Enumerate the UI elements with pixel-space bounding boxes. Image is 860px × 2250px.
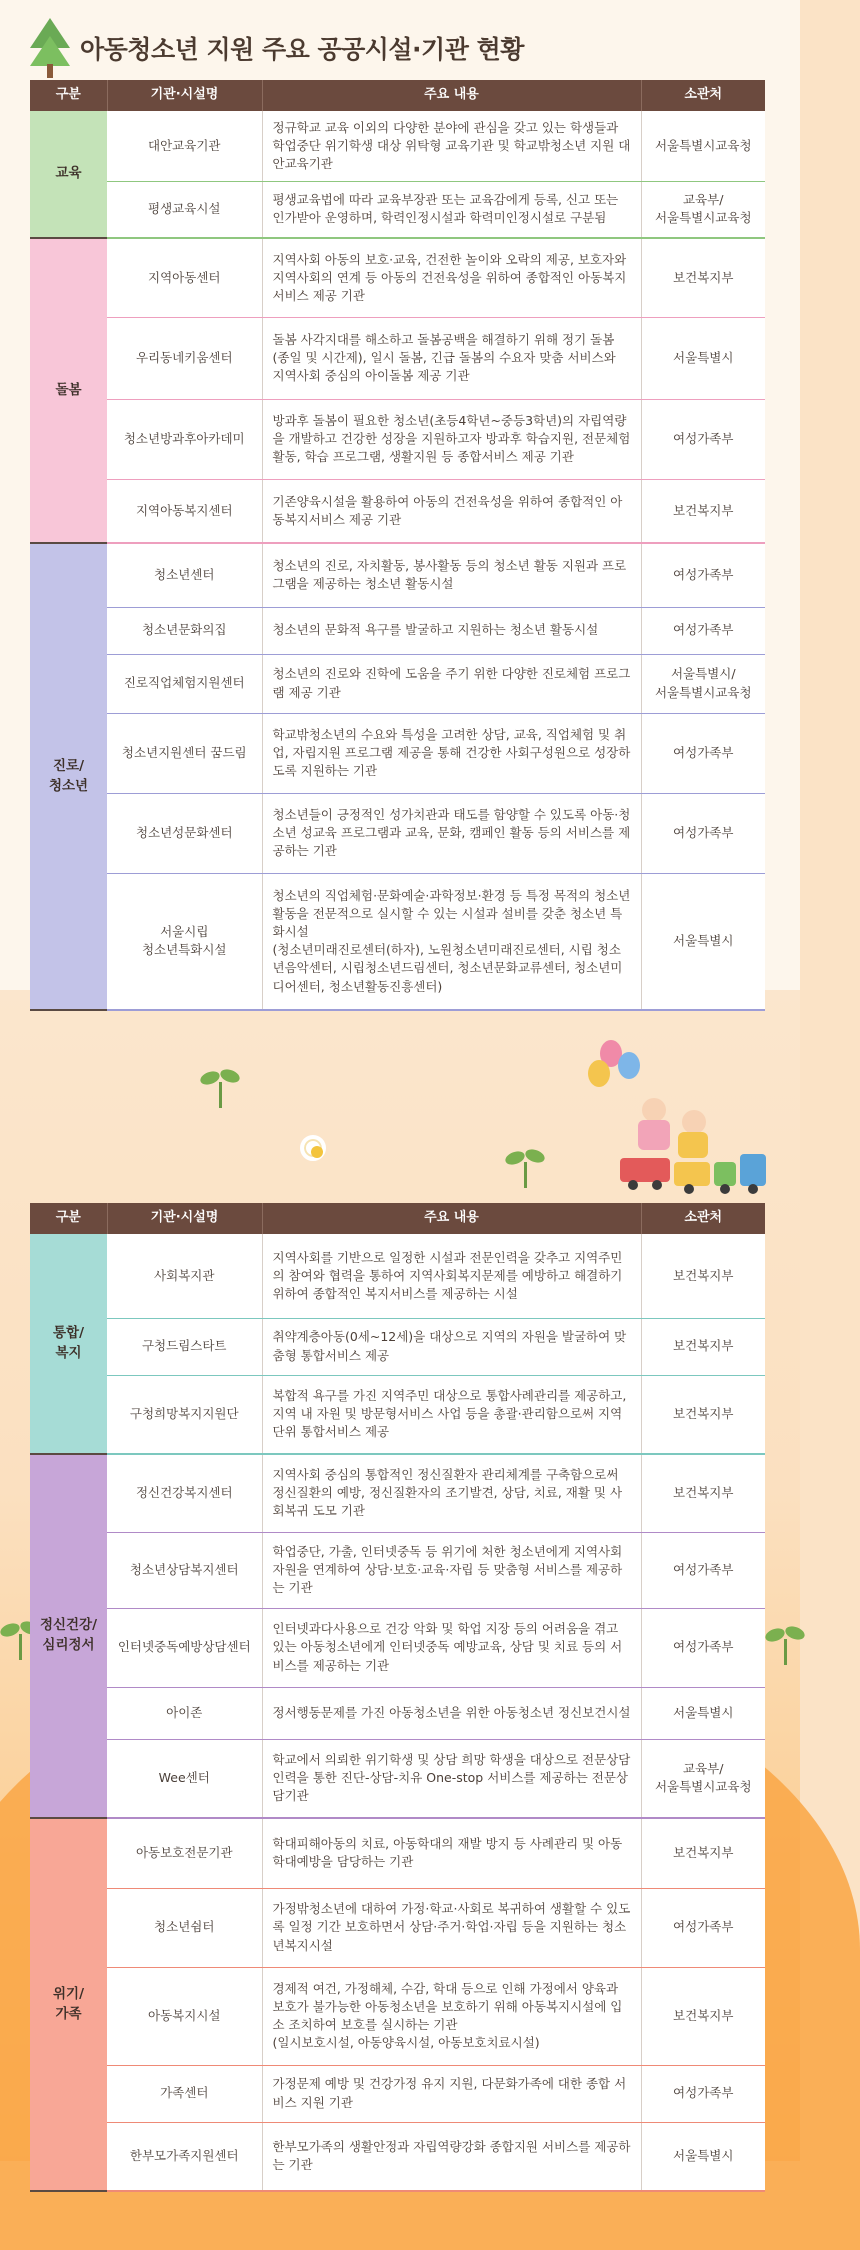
page-title: 아동청소년 지원 주요 공공시설·기관 현황: [80, 35, 524, 64]
page-header: [30, 8, 770, 88]
facility-name-cell: 대안교육기관: [107, 111, 262, 181]
facility-name-cell: 평생교육시설: [107, 181, 262, 238]
dept-cell: 여성가족부: [641, 2065, 765, 2122]
content-cell: 지역사회를 기반으로 일정한 시설과 전문인력을 갖추고 지역주민의 참여와 협력을 통하여 지역사회복지문제를 예방하고 해결하기 위하여 종합적인 복지서비스를 제공하는 시설: [262, 1234, 641, 1318]
dept-cell: 보건복지부: [641, 1375, 765, 1454]
content-cell: 학교에서 의뢰한 위기학생 및 상담 희망 학생을 대상으로 전문상담인력을 통한 진단-상담-치유 One-stop 서비스를 제공하는 전문상담기관: [262, 1739, 641, 1818]
dept-cell: 교육부/ 서울특별시교육청: [641, 181, 765, 238]
content-cell: 돌봄 사각지대를 해소하고 돌봄공백을 해결하기 위해 정기 돌봄 (종일 및 시간제), 일시 돌봄, 긴급 돌봄의 수요자 맞춤 서비스와 지역사회 중심의 아이돌봄 제공 기관: [262, 317, 641, 399]
content-cell: 학교밖청소년의 수요와 특성을 고려한 상담, 교육, 직업체험 및 취업, 자립지원 프로그램 제공을 통해 건강한 사회구성원으로 성장하도록 지원하는 기관: [262, 713, 641, 793]
sprout-icon: [200, 1068, 240, 1108]
facility-name-cell: 구청드림스타트: [107, 1318, 262, 1375]
facility-name-cell: 청소년문화의집: [107, 607, 262, 654]
content-cell: 청소년들이 긍정적인 성가치관과 태도를 함양할 수 있도록 아동·청소년 성교육 프로그램과 교육, 문화, 캠페인 활동 등의 서비스를 제공하는 기관: [262, 793, 641, 873]
table-row: [30, 2122, 765, 2191]
table-row: [30, 1739, 765, 1818]
table-row: [30, 1318, 765, 1375]
content-cell: 인터넷과다사용으로 건강 악화 및 학업 지장 등의 어려움을 겪고 있는 아동청소년에게 인터넷중독 예방교육, 상담 및 치료 등의 서비스를 제공하는 기관: [262, 1608, 641, 1687]
category-cell: 정신건강/ 심리정서: [30, 1454, 107, 1818]
table-row: [30, 793, 765, 873]
header-dept: 소관처: [641, 1203, 765, 1234]
facility-table-2: [30, 1203, 765, 2192]
dept-cell: 보건복지부: [641, 238, 765, 317]
dept-cell: 여성가족부: [641, 1532, 765, 1608]
table-row: [30, 399, 765, 479]
table-row: [30, 873, 765, 1010]
table-row: [30, 1687, 765, 1739]
dept-cell: 여성가족부: [641, 607, 765, 654]
table-row: [30, 317, 765, 399]
balloon-icon: [618, 1052, 640, 1079]
dept-cell: 여성가족부: [641, 1888, 765, 1967]
content-cell: 청소년의 진로, 자치활동, 봉사활동 등의 청소년 활동 지원과 프로그램을 제공하는 청소년 활동시설: [262, 543, 641, 607]
dept-cell: 보건복지부: [641, 1967, 765, 2065]
table-row: [30, 2065, 765, 2122]
facility-name-cell: 서울시립 청소년특화시설: [107, 873, 262, 1010]
flower-icon: [300, 1135, 326, 1161]
facility-name-cell: 한부모가족지원센터: [107, 2122, 262, 2191]
content-cell: 가정밖청소년에 대하여 가정·학교·사회로 복귀하여 생활할 수 있도록 일정 기간 보호하면서 상담·주거·학업·자립 등을 지원하는 청소년복지시설: [262, 1888, 641, 1967]
table-row: [30, 1454, 765, 1532]
table-row: [30, 1532, 765, 1608]
facility-name-cell: 가족센터: [107, 2065, 262, 2122]
table-row: [30, 238, 765, 317]
header-dept: 소관처: [641, 80, 765, 111]
content-cell: 학업중단, 가출, 인터넷중독 등 위기에 처한 청소년에게 지역사회 자원을 연계하여 상담·보호·교육·자립 등 맞춤형 서비스를 제공하는 기관: [262, 1532, 641, 1608]
table-row: [30, 479, 765, 543]
facility-name-cell: 청소년성문화센터: [107, 793, 262, 873]
table-row: [30, 1234, 765, 1318]
facility-name-cell: 우리동네키움센터: [107, 317, 262, 399]
facility-name-cell: 아동보호전문기관: [107, 1818, 262, 1888]
facility-name-cell: 청소년쉼터: [107, 1888, 262, 1967]
content-cell: 복합적 욕구를 가진 지역주민 대상으로 통합사례관리를 제공하고, 지역 내 자원 및 방문형서비스 사업 등을 총괄·관리함으로써 지역단위 통합서비스 제공: [262, 1375, 641, 1454]
sprout-icon: [505, 1148, 545, 1188]
dept-cell: 여성가족부: [641, 1608, 765, 1687]
dept-cell: 여성가족부: [641, 713, 765, 793]
dept-cell: 보건복지부: [641, 479, 765, 543]
content-cell: 평생교육법에 따라 교육부장관 또는 교육감에게 등록, 신고 또는 인가받아 운영하며, 학력인정시설과 학력미인정시설로 구분됨: [262, 181, 641, 238]
facility-table-1: [30, 80, 765, 1011]
header-facility: 기관·시설명: [107, 80, 262, 111]
content-cell: 지역사회 아동의 보호·교육, 건전한 놀이와 오락의 제공, 보호자와 지역사회의 연계 등 아동의 건전육성을 위하여 종합적인 아동복지서비스 제공 기관: [262, 238, 641, 317]
content-cell: 방과후 돌봄이 필요한 청소년(초등4학년~중등3학년)의 자립역량을 개발하고 건강한 성장을 지원하고자 방과후 학습지원, 전문체험 활동, 학습 프로그램, 생활지원 등 종합서비스 제공 기관: [262, 399, 641, 479]
kids-train-illustration: [580, 1040, 770, 1210]
category-cell: 진로/ 청소년: [30, 543, 107, 1010]
content-cell: 가정문제 예방 및 건강가정 유지 지원, 다문화가족에 대한 종합 서비스 지원 기관: [262, 2065, 641, 2122]
facility-name-cell: 아이존: [107, 1687, 262, 1739]
header-content: 주요 내용: [262, 80, 641, 111]
category-cell: 교육: [30, 111, 107, 238]
dept-cell: 보건복지부: [641, 1234, 765, 1318]
table-row: [30, 181, 765, 238]
facility-name-cell: 정신건강복지센터: [107, 1454, 262, 1532]
facility-name-cell: 사회복지관: [107, 1234, 262, 1318]
facility-name-cell: 청소년방과후아카데미: [107, 399, 262, 479]
content-cell: 경제적 여건, 가정해체, 수감, 학대 등으로 인해 가정에서 양육과 보호가 불가능한 아동청소년을 보호하기 위해 아동복지시설에 입소 조치하여 보호를 실시하는 기관 (일시보호시설, 아동양육시설, 아동보호치료시설): [262, 1967, 641, 2065]
dept-cell: 서울특별시/ 서울특별시교육청: [641, 654, 765, 713]
facility-name-cell: 청소년센터: [107, 543, 262, 607]
header-category: 구분: [30, 1203, 107, 1234]
table-header-row: [30, 80, 765, 111]
facility-name-cell: 청소년상담복지센터: [107, 1532, 262, 1608]
table-row: [30, 111, 765, 181]
table-row: [30, 654, 765, 713]
dept-cell: 보건복지부: [641, 1454, 765, 1532]
dept-cell: 보건복지부: [641, 1818, 765, 1888]
content-cell: 청소년의 문화적 욕구를 발굴하고 지원하는 청소년 활동시설: [262, 607, 641, 654]
header-content: 주요 내용: [262, 1203, 641, 1234]
header-facility: 기관·시설명: [107, 1203, 262, 1234]
facility-name-cell: 인터넷중독예방상담센터: [107, 1608, 262, 1687]
table-row: [30, 1967, 765, 2065]
category-cell: 위기/ 가족: [30, 1818, 107, 2191]
facility-name-cell: 아동복지시설: [107, 1967, 262, 2065]
table-row: [30, 607, 765, 654]
content-cell: 청소년의 직업체험·문화예술·과학정보·환경 등 특정 목적의 청소년활동을 전문적으로 실시할 수 있는 시설과 설비를 갖춘 청소년 특화시설 (청소년미래진로센터(하자), 노원청소년미래진로센터, 시립 청소년음악센터, 시립청소년드림센터, 청소년문화교류센터, 청소년미디어센터, 청소년활동진흥센터): [262, 873, 641, 1010]
content-cell: 지역사회 중심의 통합적인 정신질환자 관리체계를 구축함으로써 정신질환의 예방, 정신질환자의 조기발견, 상담, 치료, 재활 및 사회복귀 도모 기관: [262, 1454, 641, 1532]
content-cell: 기존양육시설을 활용하여 아동의 건전육성을 위하여 종합적인 아동복지서비스 제공 기관: [262, 479, 641, 543]
dept-cell: 여성가족부: [641, 399, 765, 479]
dept-cell: 보건복지부: [641, 1318, 765, 1375]
table-row: [30, 1888, 765, 1967]
dept-cell: 서울특별시교육청: [641, 111, 765, 181]
dept-cell: 여성가족부: [641, 543, 765, 607]
facility-name-cell: 구청희망복지지원단: [107, 1375, 262, 1454]
content-cell: 한부모가족의 생활안정과 자립역량강화 종합지원 서비스를 제공하는 기관: [262, 2122, 641, 2191]
dept-cell: 여성가족부: [641, 793, 765, 873]
dept-cell: 서울특별시: [641, 1687, 765, 1739]
category-cell: 돌봄: [30, 238, 107, 543]
category-cell: 통합/ 복지: [30, 1234, 107, 1454]
content-cell: 청소년의 진로와 진학에 도움을 주기 위한 다양한 진로체험 프로그램 제공 기관: [262, 654, 641, 713]
header-category: 구분: [30, 80, 107, 111]
facility-name-cell: 지역아동센터: [107, 238, 262, 317]
table-row: [30, 1608, 765, 1687]
facility-name-cell: 청소년지원센터 꿈드림: [107, 713, 262, 793]
dept-cell: 서울특별시: [641, 873, 765, 1010]
content-cell: 정서행동문제를 가진 아동청소년을 위한 아동청소년 정신보건시설: [262, 1687, 641, 1739]
content-cell: 취약계층아동(0세~12세)을 대상으로 지역의 자원을 발굴하여 맞춤형 통합서비스 제공: [262, 1318, 641, 1375]
table-header-row: [30, 1203, 765, 1234]
facility-name-cell: Wee센터: [107, 1739, 262, 1818]
content-cell: 학대피해아동의 치료, 아동학대의 재발 방지 등 사례관리 및 아동학대예방을 담당하는 기관: [262, 1818, 641, 1888]
facility-name-cell: 지역아동복지센터: [107, 479, 262, 543]
tree-icon: [30, 18, 70, 78]
facility-name-cell: 진로직업체험지원센터: [107, 654, 262, 713]
sprout-icon: [765, 1625, 805, 1665]
balloon-icon: [588, 1060, 610, 1087]
table-row: [30, 1375, 765, 1454]
dept-cell: 서울특별시: [641, 2122, 765, 2191]
dept-cell: 서울특별시: [641, 317, 765, 399]
table-row: [30, 1818, 765, 1888]
content-cell: 정규학교 교육 이외의 다양한 분야에 관심을 갖고 있는 학생들과 학업중단 위기학생 대상 위탁형 교육기관 및 학교밖청소년 지원 대안교육기관: [262, 111, 641, 181]
table-row: [30, 543, 765, 607]
dept-cell: 교육부/ 서울특별시교육청: [641, 1739, 765, 1818]
table-row: [30, 713, 765, 793]
